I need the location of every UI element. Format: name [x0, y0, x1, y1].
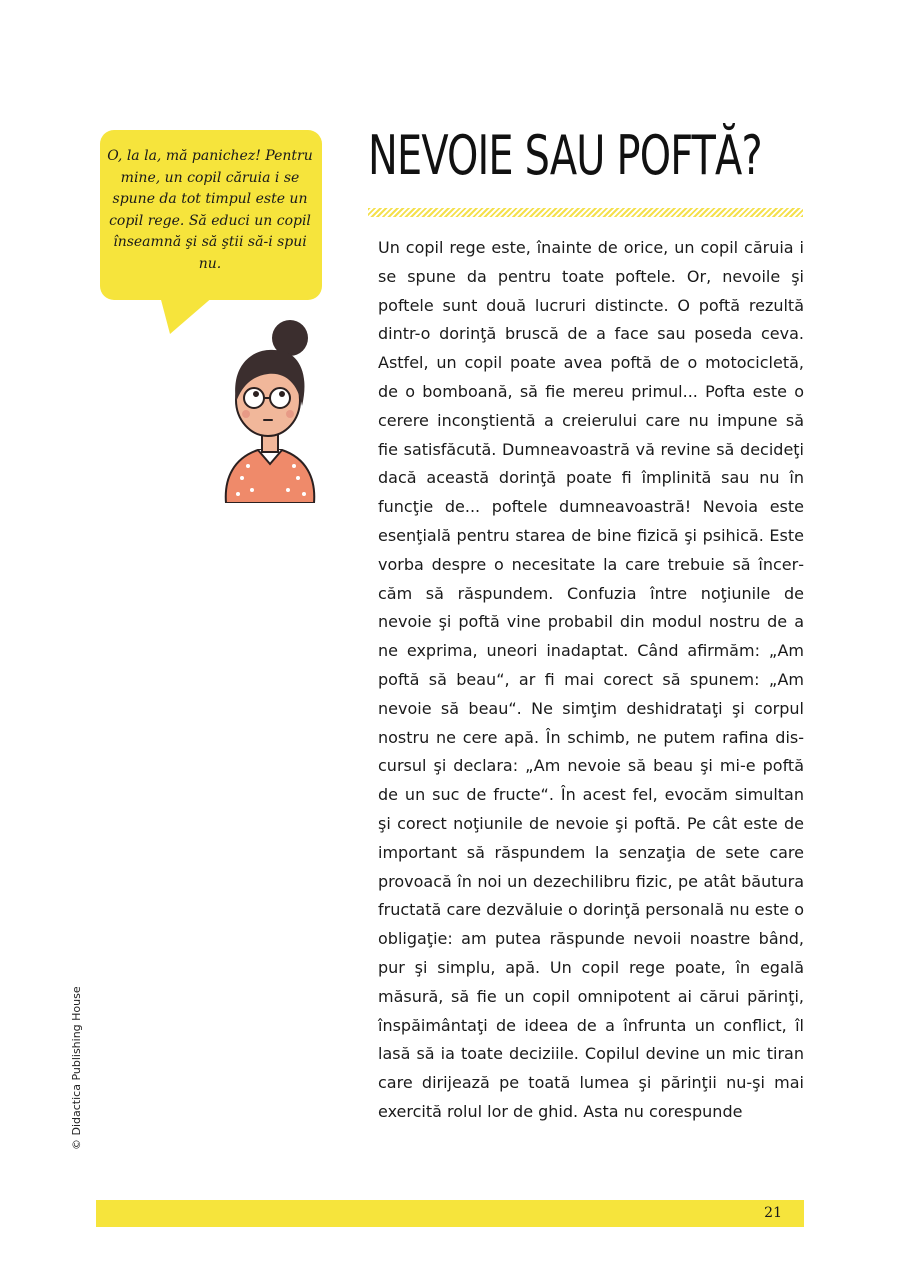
title-underline: [368, 208, 803, 217]
copyright-notice: © Didactica Publishing House: [70, 986, 83, 1150]
speech-bubble-text: O, la la, mă panichez! Pentru mine, un copil căruia i se spune da tot timpul este un copil rege. Să educi un copil înseamnă şi să ştii să-i spui nu.: [107, 148, 313, 272]
speech-bubble-tail: [160, 296, 214, 334]
body-paragraph: Un copil rege este, înainte de orice, un copil căruia i se spune da pentru toate poftele. Or, nevoile şi poftele sunt două lucruri distincte. O poftă rezultă dintr-o dorinţă bruscă de a face sau poseda ceva. Astfel, un copil poate avea poftă de o motocicletă, de o bomboană, să fie mereu primul... Pofta este o cerere inconştientă a creierului care nu impune să fie satisfăcută. Dumneavoastră vă revine să decideţi dacă această dorinţă poate fi împlinită sau nu în funcţie de... poftele dumneavoastră! Nevoia este esenţială pentru starea de bine fizică şi psihică. Este vorba despre o necesitate la care trebuie să încercăm să răspundem. Confuzia între noţiunile de nevoie şi poftă vine probabil din modul nostru de a ne exprima, uneori inadaptat. Când afirmăm: „Am poftă să beau“, ar fi mai corect să spunem: „Am nevoie să beau“. Ne simţim deshidrataţi şi corpul nostru ne cere apă. În schimb, ne putem rafina discursul şi declara: „Am nevoie să beau şi mi-e poftă de un suc de fructe“. În acest fel, evocăm simultan şi corect noţiunile de nevoie şi poftă. Pe cât este de important să răspundem la senzaţia de sete care provoacă în noi un dezechilibru fizic, pe atât băutura fructată care dezvăluie o dorinţă personală nu este o obligaţie: am putea răspunde nevoii noastre bând, pur şi simplu, apă. Un copil rege poate, în egală măsură, să fie un copil omnipotent ai cărui părinţi, înspăimântaţi de ideea de a înfrunta un conflict, îl lasă să ia toate deciziile. Copilul devine un mic tiran care dirijează pe toată lumea şi părinţii nu-şi mai exercită rolul lor de ghid. Asta nu corespunde: [378, 238, 804, 1121]
page-title: NEVOIE SAU POFTĂ?: [368, 124, 762, 187]
page-number: 21: [764, 1205, 782, 1221]
girl-thinking-icon: [218, 318, 322, 503]
footer-bar: [96, 1200, 804, 1227]
